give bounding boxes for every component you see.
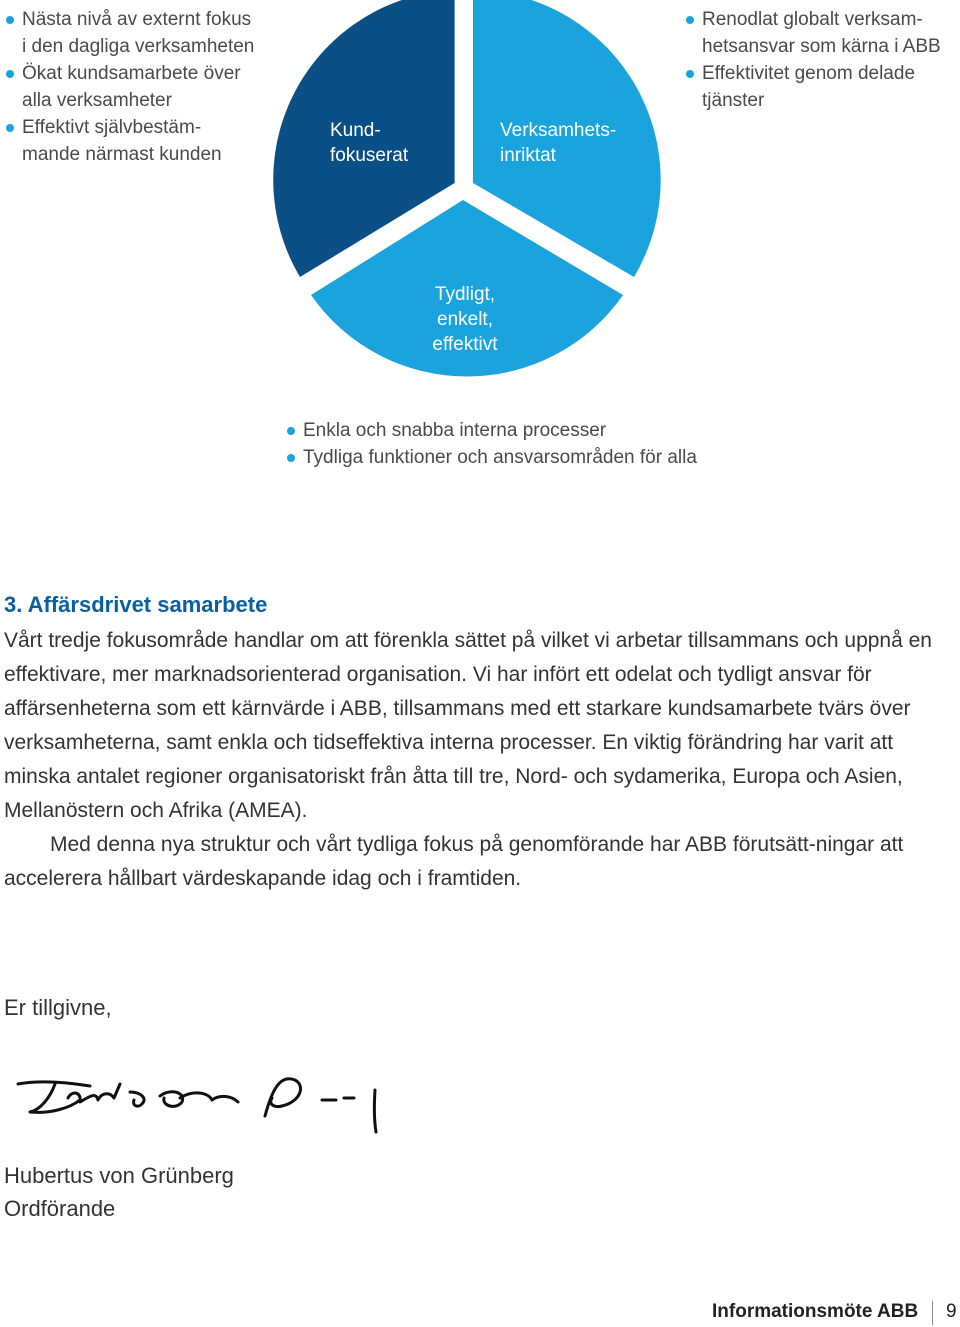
list-item: Enkla och snabba interna processer	[287, 417, 807, 444]
paragraph: Vårt tredje fokusområde handlar om att förenkla sättet på vilket vi arbetar tillsammans och uppnå en effektivare, mer marknadsorienterad organisation. Vi har infört ett odelat och tydligt ansvar för affärsenheterna som ett kärnvärde i ABB, tillsammans med ett starkare kundsamarbete tvärs över verksamheterna, samt enkla och tidseffektiva interna processer. En viktig förändring har varit att minska antalet regioner organisatoriskt från åtta till tre, Nord- och sydamerika, Europa och Asien, Mellanöstern och Afrika (AMEA).	[4, 629, 932, 822]
right-bullet-list	[686, 6, 950, 114]
segment-label-left: Kund- fokuserat	[330, 120, 409, 166]
section-body	[4, 624, 954, 896]
list-item: Effektivitet genom delade tjänster	[686, 60, 950, 114]
footer-title: Informationsmöte ABB	[712, 1301, 919, 1322]
signatory-role: Ordförande	[4, 1196, 116, 1221]
section-heading: 3. Affärsdrivet samarbete	[4, 592, 268, 617]
list-item: Ökat kundsamarbete över alla verksamheter	[6, 60, 256, 114]
list-item: Tydliga funktioner och ansvarsområden för alla	[287, 444, 807, 471]
paragraph: Med denna nya struktur och vårt tydliga fokus på genomförande har ABB förutsätt-ningar att accelerera hållbart värdeskapande idag och i framtiden.	[4, 833, 904, 890]
list-item: Renodlat globalt verksam- hetsansvar som kärna i ABB	[686, 6, 950, 60]
signature	[10, 1070, 390, 1150]
footer-divider	[932, 1301, 933, 1325]
segment-label-bottom: Tydligt, enkelt, effektivt	[432, 284, 498, 355]
list-item: Effektivt självbestäm- mande närmast kunden	[6, 114, 256, 168]
segment-label-right: Verksamhets- inriktat	[500, 120, 617, 166]
salutation: Er tillgivne,	[4, 995, 112, 1020]
left-bullet-list	[6, 6, 256, 168]
bottom-bullet-list	[287, 417, 807, 471]
page-number: 9	[946, 1301, 957, 1322]
signatory-name: Hubertus von Grünberg	[4, 1163, 234, 1188]
list-item: Nästa nivå av externt fokus i den dagliga verksamheten	[6, 6, 256, 60]
